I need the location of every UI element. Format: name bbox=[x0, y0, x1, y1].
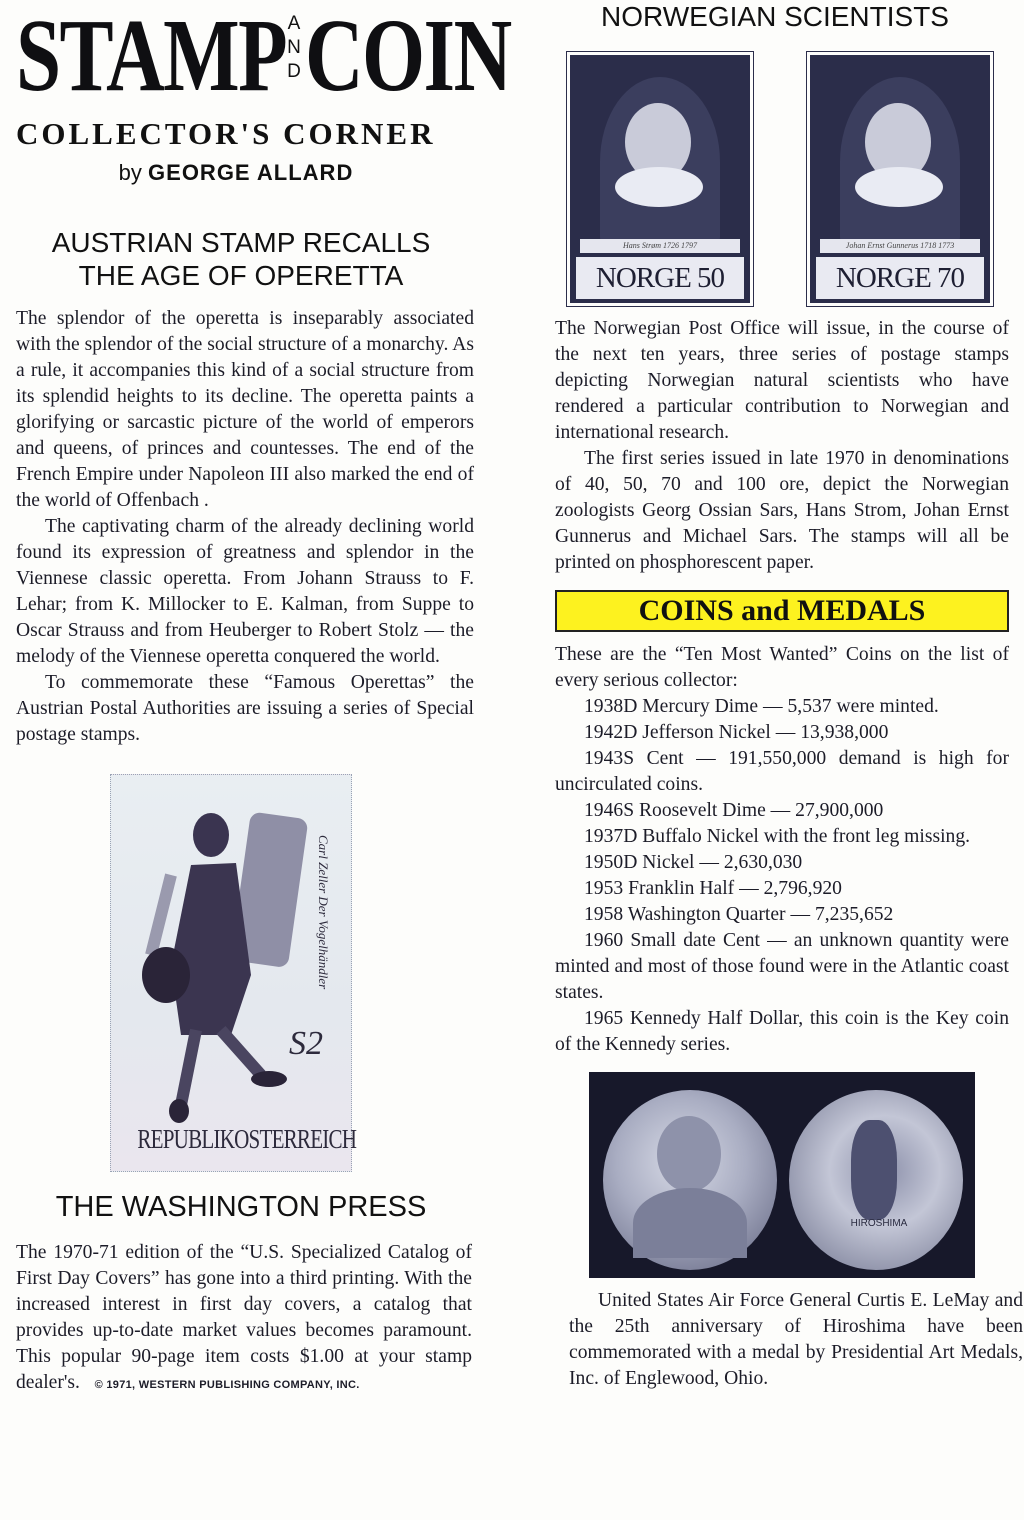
coin-item: 1958 Washington Quarter — 7,235,652 bbox=[584, 904, 894, 925]
coin-item: 1950D Nickel — 2,630,030 bbox=[584, 852, 803, 873]
lemay-portrait-medal bbox=[603, 1090, 777, 1270]
masthead bbox=[16, 0, 511, 113]
coin-item: 1938D Mercury Dime — 5,537 were minted. bbox=[584, 696, 939, 717]
austrian-operetta-stamp-image bbox=[110, 774, 357, 1172]
norwegian-article-body bbox=[555, 316, 1009, 576]
paragraph: To commemorate these “Famous Operettas” the Austrian Postal Authorities are issuing a series of Special postage stamps. bbox=[16, 672, 474, 745]
paragraph: The Norwegian Post Office will issue, in the course of the next ten years, three series of postage stamps depicting Norwegian natural scientists who have rendered a particular contribution to Norwegian and international research. bbox=[555, 318, 1009, 443]
norwegian-stamps-image bbox=[555, 42, 1010, 304]
stamp-country: REPUBLIKOSTERREICH bbox=[137, 1124, 357, 1154]
copyright-notice: © 1971, WESTERN PUBLISHING COMPANY, INC. bbox=[94, 1379, 360, 1391]
masthead-stamp-word: STAMP bbox=[16, 0, 287, 113]
byline: by GEORGE ALLARD bbox=[118, 160, 354, 185]
washington-article-body bbox=[16, 1240, 472, 1398]
lemay-hiroshima-medal-image bbox=[589, 1072, 975, 1278]
mushroom-cloud-icon bbox=[851, 1120, 897, 1220]
coin-item: 1946S Roosevelt Dime — 27,900,000 bbox=[584, 800, 884, 821]
stamp-value: S2 bbox=[289, 1025, 323, 1062]
hiroshima-medal: HIROSHIMA bbox=[789, 1090, 963, 1270]
left-column bbox=[16, 0, 511, 1398]
stamp-scroll-text: Johan Ernst Gunnerus 1718 1773 bbox=[820, 239, 980, 253]
norwegian-headline: NORWEGIAN SCIENTISTS bbox=[601, 1, 949, 32]
right-column bbox=[555, 0, 1023, 1392]
paragraph: The splendor of the operetta is inseparably associated with the splendor of the social structure of a monarchy. As a rule, it accompanies this kind of a social structure from its splendid heights to its decline. The operetta paints a glorifying or sarcastic picture of the world of emperors and queens, of princes and countesses. The end of the French Empire under Napoleon III also marked the end of the world of Offenbach . bbox=[16, 308, 474, 511]
stamp-scroll-text: Hans Strøm 1726 1797 bbox=[580, 239, 740, 253]
author-name: GEORGE ALLARD bbox=[148, 160, 354, 185]
austrian-article-body bbox=[16, 306, 474, 748]
column-subtitle: COLLECTOR'S CORNER bbox=[16, 116, 436, 151]
norge-70-stamp bbox=[807, 52, 993, 306]
masthead-coin-word: COIN bbox=[305, 0, 511, 113]
stamp-side-caption: Carl Zeller Der Vogelhändler bbox=[316, 835, 331, 990]
paragraph: The 1970-71 edition of the “U.S. Specialized Catalog of First Day Covers” has gone into a third printing. With the increased interest in first day covers, a catalog that provides up-to-date market values becomes paramount. This popular 90-page item costs $1.00 at your stamp dealer's. bbox=[16, 1242, 472, 1393]
coin-item: 1937D Buffalo Nickel with the front leg missing. bbox=[584, 826, 971, 847]
norge-50-stamp bbox=[567, 52, 753, 306]
coin-item: 1960 Small date Cent — an unknown quantity were minted and most of those found were in the Atlantic coast states. bbox=[555, 930, 1009, 1003]
medal-caption: United States Air Force General Curtis E. LeMay and the 25th anniversary of Hiroshima have been commemorated with a medal by Presidential Art Medals, Inc. of Englewood, Ohio. bbox=[569, 1290, 1023, 1389]
coins-and-medals-banner: COINS and MEDALS bbox=[555, 590, 1009, 632]
coins-list bbox=[555, 642, 1009, 1058]
coin-item: 1942D Jefferson Nickel — 13,938,000 bbox=[584, 722, 889, 743]
stamp-label: NORGE 70 bbox=[816, 257, 984, 299]
paragraph: The captivating charm of the already declining world found its expression of greatness and splendor in the Viennese classic operetta. From Johann Strauss to F. Lehar; from K. Millocker to E. Kalman, from Suppe to Oscar Strauss and from Heuberger to Robert Stolz — the melody of the Viennese operetta conquered the world. bbox=[16, 516, 474, 667]
stamp-label: NORGE 50 bbox=[576, 257, 744, 299]
masthead-and-word: A N D bbox=[287, 13, 301, 82]
austrian-headline: AUSTRIAN STAMP RECALLS THE AGE OF OPERETTA bbox=[51, 227, 431, 291]
paragraph: The first series issued in late 1970 in denominations of 40, 50, 70 and 100 ore, depict the Norwegian zoologists Georg Ossian Sars, Hans Strom, Johan Ernst Gunnerus and Michael Sars. The stamps will all be printed on phosphorescent paper. bbox=[555, 448, 1009, 573]
coin-item: 1965 Kennedy Half Dollar, this coin is the Key coin of the Kennedy series. bbox=[555, 1008, 1009, 1055]
coin-item: 1943S Cent — 191,550,000 demand is high for uncirculated coins. bbox=[555, 748, 1009, 795]
coins-intro: These are the “Ten Most Wanted” Coins on the list of every serious collector: bbox=[555, 644, 1009, 691]
washington-press-headline: THE WASHINGTON PRESS bbox=[55, 1191, 427, 1223]
coin-item: 1953 Franklin Half — 2,796,920 bbox=[584, 878, 842, 899]
